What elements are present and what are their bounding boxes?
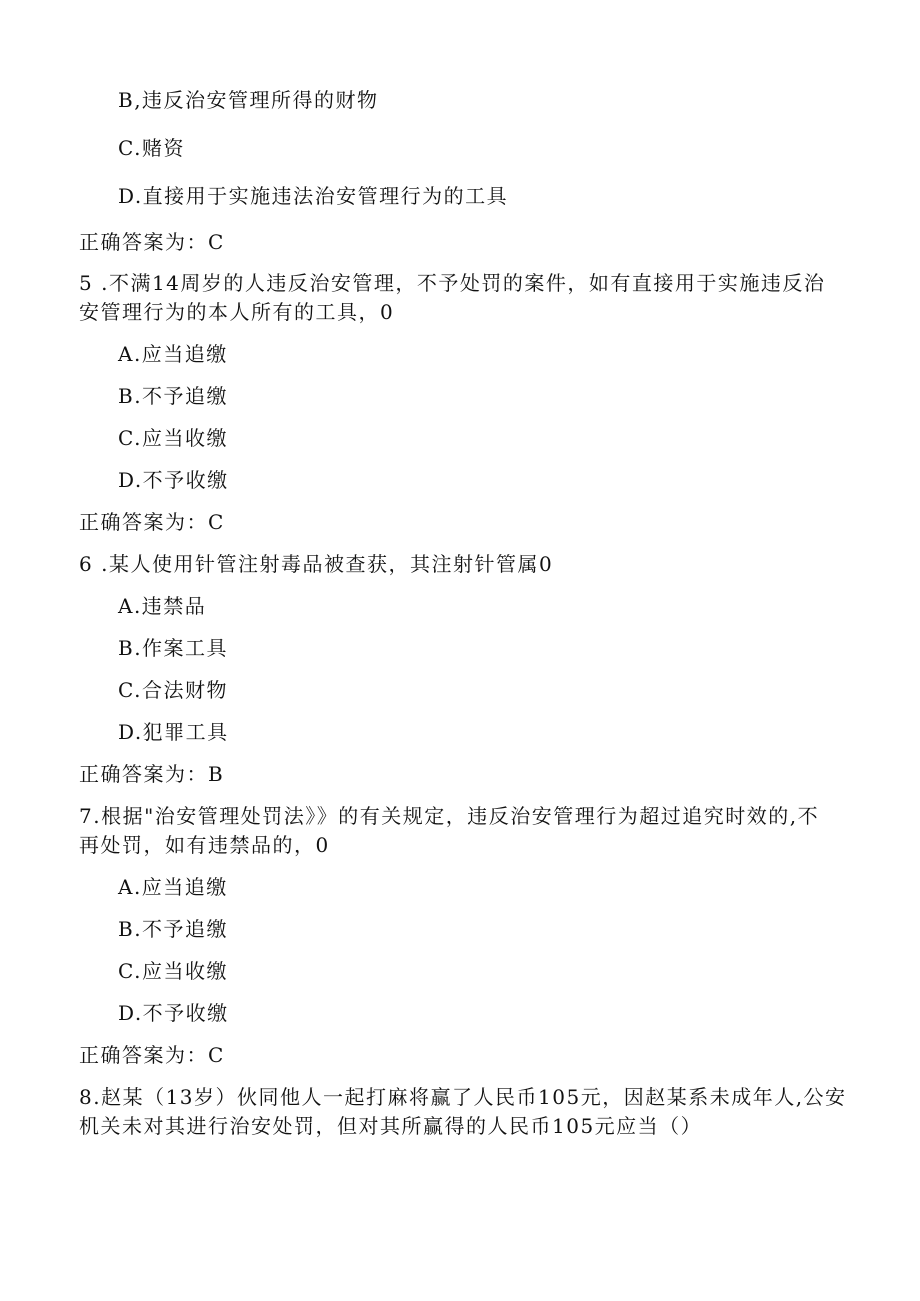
question-text: 安管理行为的本人所有的工具，0 (79, 300, 395, 324)
option-b: B.作案工具 (118, 636, 229, 660)
option-a: A.应当追缴 (118, 875, 228, 899)
answer-line: 正确答案为：B (79, 762, 225, 786)
answer-line: 正确答案为：C (79, 230, 225, 254)
answer-line: 正确答案为：C (79, 1043, 225, 1067)
option-a: A.违禁品 (118, 594, 207, 618)
question-text: 5 .不满14周岁的人违反治安管理，不予处罚的案件，如有直接用于实施违反治 (79, 271, 826, 295)
option-d: D.直接用于实施违法治安管理行为的工具 (118, 184, 509, 208)
option-a: A.应当追缴 (118, 342, 228, 366)
option-c: C.合法财物 (118, 678, 228, 702)
option-c: C.应当收缴 (118, 959, 228, 983)
option-d: D.不予收缴 (118, 468, 229, 492)
question-text: 8.赵某（13岁）伙同他人一起打麻将赢了人民币105元，因赵某系未成年人,公安 (79, 1085, 847, 1109)
question-text: 机关未对其进行治安处罚，但对其所赢得的人民币105元应当（） (79, 1114, 703, 1138)
option-b: B.不予追缴 (118, 384, 229, 408)
question-text: 7.根据"治安管理处罚法》》的有关规定，违反治安管理行为超过追究时效的,不 (79, 804, 820, 828)
option-c: C.赌资 (118, 136, 185, 160)
option-d: D.不予收缴 (118, 1001, 229, 1025)
option-d: D.犯罪工具 (118, 720, 229, 744)
question-text: 6 .某人使用针管注射毒品被查获，其注射针管属0 (79, 552, 554, 576)
option-b: B,违反治安管理所得的财物 (118, 88, 379, 112)
option-b: B.不予追缴 (118, 917, 229, 941)
answer-line: 正确答案为：C (79, 510, 225, 534)
option-c: C.应当收缴 (118, 426, 228, 450)
question-text: 再处罚，如有违禁品的，0 (79, 833, 330, 857)
